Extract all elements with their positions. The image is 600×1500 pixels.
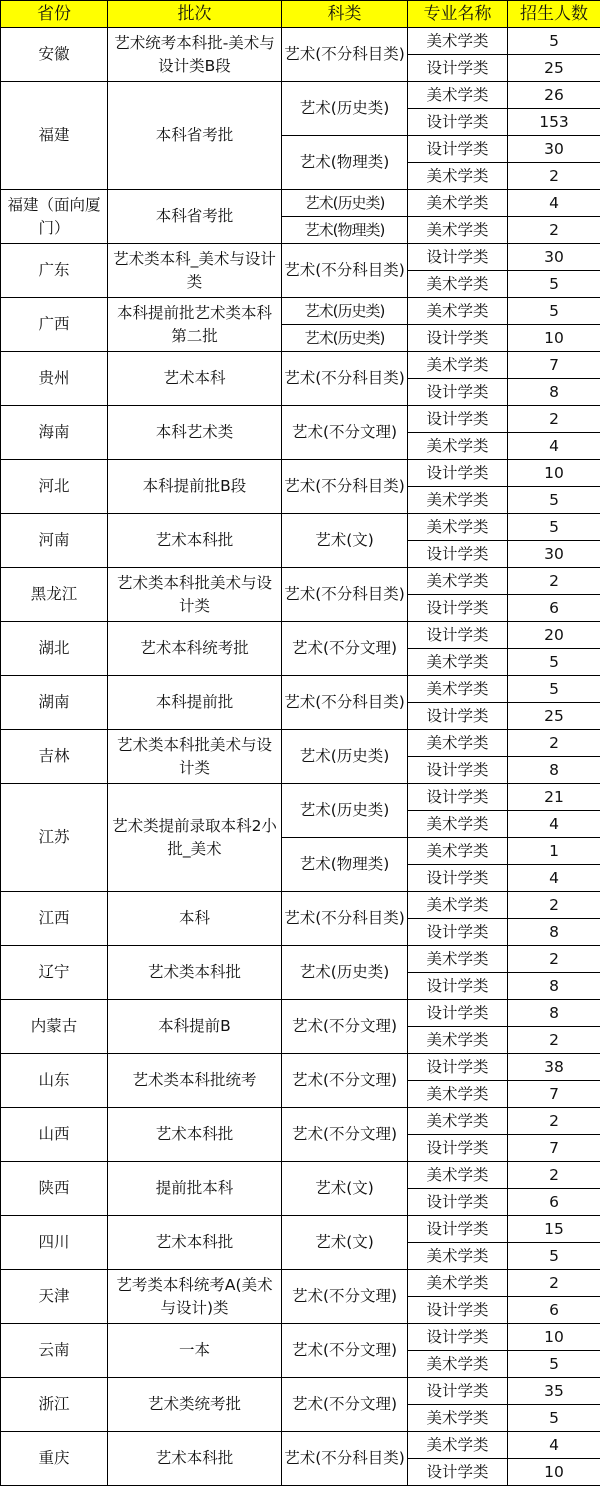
major-cell: 美术学类 bbox=[408, 514, 508, 541]
count-cell: 8 bbox=[508, 379, 600, 406]
province-cell: 江苏 bbox=[1, 784, 108, 892]
major-cell: 美术学类 bbox=[408, 1270, 508, 1297]
count-cell: 5 bbox=[508, 1351, 600, 1378]
category-cell: 艺术(历史类) bbox=[282, 190, 408, 217]
category-cell: 艺术(历史类) bbox=[282, 325, 408, 352]
count-cell: 8 bbox=[508, 973, 600, 1000]
batch-cell: 艺术本科批 bbox=[108, 1108, 282, 1162]
count-cell: 153 bbox=[508, 109, 600, 136]
province-cell: 贵州 bbox=[1, 352, 108, 406]
count-cell: 7 bbox=[508, 1135, 600, 1162]
batch-cell: 提前批本科 bbox=[108, 1162, 282, 1216]
count-cell: 2 bbox=[508, 568, 600, 595]
batch-cell: 艺术本科 bbox=[108, 352, 282, 406]
major-cell: 美术学类 bbox=[408, 676, 508, 703]
province-cell: 山东 bbox=[1, 1054, 108, 1108]
batch-cell: 艺术类本科批美术与设计类 bbox=[108, 568, 282, 622]
major-cell: 设计学类 bbox=[408, 379, 508, 406]
province-cell: 天津 bbox=[1, 1270, 108, 1324]
province-cell: 河南 bbox=[1, 514, 108, 568]
table-row bbox=[1, 298, 600, 325]
major-cell: 设计学类 bbox=[408, 55, 508, 82]
major-cell: 设计学类 bbox=[408, 460, 508, 487]
major-cell: 设计学类 bbox=[408, 109, 508, 136]
major-cell: 设计学类 bbox=[408, 325, 508, 352]
table-row bbox=[1, 244, 600, 271]
count-cell: 8 bbox=[508, 919, 600, 946]
batch-cell: 艺术统考本科批-美术与设计类B段 bbox=[108, 28, 282, 82]
count-cell: 6 bbox=[508, 1297, 600, 1324]
header-major: 专业名称 bbox=[408, 1, 508, 28]
category-cell: 艺术(不分科目类) bbox=[282, 676, 408, 730]
count-cell: 4 bbox=[508, 190, 600, 217]
count-cell: 7 bbox=[508, 1081, 600, 1108]
province-cell: 湖北 bbox=[1, 622, 108, 676]
count-cell: 2 bbox=[508, 946, 600, 973]
category-cell: 艺术(历史类) bbox=[282, 946, 408, 1000]
batch-cell: 艺术类本科批统考 bbox=[108, 1054, 282, 1108]
count-cell: 2 bbox=[508, 1270, 600, 1297]
major-cell: 美术学类 bbox=[408, 190, 508, 217]
header-category: 科类 bbox=[282, 1, 408, 28]
major-cell: 美术学类 bbox=[408, 487, 508, 514]
category-cell: 艺术(历史类) bbox=[282, 298, 408, 325]
major-cell: 美术学类 bbox=[408, 1243, 508, 1270]
table-row bbox=[1, 1162, 600, 1189]
count-cell: 2 bbox=[508, 163, 600, 190]
province-cell: 湖南 bbox=[1, 676, 108, 730]
category-cell: 艺术(历史类) bbox=[282, 730, 408, 784]
category-cell: 艺术(文) bbox=[282, 514, 408, 568]
province-cell: 广东 bbox=[1, 244, 108, 298]
batch-cell: 本科省考批 bbox=[108, 82, 282, 190]
count-cell: 5 bbox=[508, 1405, 600, 1432]
batch-cell: 本科提前批B段 bbox=[108, 460, 282, 514]
major-cell: 美术学类 bbox=[408, 163, 508, 190]
count-cell: 15 bbox=[508, 1216, 600, 1243]
major-cell: 美术学类 bbox=[408, 1351, 508, 1378]
count-cell: 26 bbox=[508, 82, 600, 109]
province-cell: 四川 bbox=[1, 1216, 108, 1270]
count-cell: 2 bbox=[508, 730, 600, 757]
table-row bbox=[1, 190, 600, 217]
major-cell: 美术学类 bbox=[408, 568, 508, 595]
province-cell: 福建 bbox=[1, 82, 108, 190]
batch-cell: 艺术类本科批美术与设计类 bbox=[108, 730, 282, 784]
header-province: 省份 bbox=[1, 1, 108, 28]
major-cell: 设计学类 bbox=[408, 541, 508, 568]
major-cell: 设计学类 bbox=[408, 919, 508, 946]
province-cell: 海南 bbox=[1, 406, 108, 460]
major-cell: 美术学类 bbox=[408, 1162, 508, 1189]
count-cell: 25 bbox=[508, 703, 600, 730]
batch-cell: 本科省考批 bbox=[108, 190, 282, 244]
table-row bbox=[1, 1270, 600, 1297]
count-cell: 30 bbox=[508, 541, 600, 568]
count-cell: 5 bbox=[508, 487, 600, 514]
count-cell: 7 bbox=[508, 352, 600, 379]
header-count: 招生人数 bbox=[508, 1, 600, 28]
batch-cell: 本科提前B bbox=[108, 1000, 282, 1054]
count-cell: 5 bbox=[508, 649, 600, 676]
major-cell: 美术学类 bbox=[408, 1432, 508, 1459]
count-cell: 2 bbox=[508, 1027, 600, 1054]
major-cell: 设计学类 bbox=[408, 784, 508, 811]
count-cell: 2 bbox=[508, 1108, 600, 1135]
province-cell: 河北 bbox=[1, 460, 108, 514]
province-cell: 辽宁 bbox=[1, 946, 108, 1000]
batch-cell: 艺术类统考批 bbox=[108, 1378, 282, 1432]
major-cell: 设计学类 bbox=[408, 1378, 508, 1405]
count-cell: 6 bbox=[508, 595, 600, 622]
category-cell: 艺术(不分科目类) bbox=[282, 460, 408, 514]
table-row bbox=[1, 1000, 600, 1027]
table-row bbox=[1, 352, 600, 379]
count-cell: 4 bbox=[508, 1432, 600, 1459]
category-cell: 艺术(不分文理) bbox=[282, 406, 408, 460]
major-cell: 设计学类 bbox=[408, 406, 508, 433]
batch-cell: 本科艺术类 bbox=[108, 406, 282, 460]
province-cell: 重庆 bbox=[1, 1432, 108, 1486]
category-cell: 艺术(不分文理) bbox=[282, 1270, 408, 1324]
table-row bbox=[1, 622, 600, 649]
count-cell: 30 bbox=[508, 244, 600, 271]
province-cell: 安徽 bbox=[1, 28, 108, 82]
province-cell: 陕西 bbox=[1, 1162, 108, 1216]
table-row bbox=[1, 82, 600, 109]
count-cell: 10 bbox=[508, 1324, 600, 1351]
count-cell: 30 bbox=[508, 136, 600, 163]
category-cell: 艺术(文) bbox=[282, 1162, 408, 1216]
province-cell: 吉林 bbox=[1, 730, 108, 784]
province-cell: 浙江 bbox=[1, 1378, 108, 1432]
province-cell: 江西 bbox=[1, 892, 108, 946]
major-cell: 美术学类 bbox=[408, 352, 508, 379]
count-cell: 4 bbox=[508, 811, 600, 838]
table-row bbox=[1, 1108, 600, 1135]
batch-cell: 艺术本科统考批 bbox=[108, 622, 282, 676]
count-cell: 10 bbox=[508, 325, 600, 352]
table-row bbox=[1, 1324, 600, 1351]
major-cell: 设计学类 bbox=[408, 1324, 508, 1351]
count-cell: 2 bbox=[508, 217, 600, 244]
table-row bbox=[1, 946, 600, 973]
category-cell: 艺术(不分文理) bbox=[282, 1054, 408, 1108]
major-cell: 设计学类 bbox=[408, 136, 508, 163]
count-cell: 5 bbox=[508, 271, 600, 298]
major-cell: 设计学类 bbox=[408, 973, 508, 1000]
table-row bbox=[1, 406, 600, 433]
major-cell: 设计学类 bbox=[408, 1459, 508, 1486]
count-cell: 5 bbox=[508, 514, 600, 541]
table-body bbox=[1, 28, 600, 1486]
category-cell: 艺术(不分科目类) bbox=[282, 1432, 408, 1486]
batch-cell: 艺术本科批 bbox=[108, 1216, 282, 1270]
major-cell: 美术学类 bbox=[408, 838, 508, 865]
count-cell: 4 bbox=[508, 865, 600, 892]
category-cell: 艺术(不分文理) bbox=[282, 1324, 408, 1378]
table-row bbox=[1, 1054, 600, 1081]
count-cell: 5 bbox=[508, 28, 600, 55]
batch-cell: 艺术本科批 bbox=[108, 514, 282, 568]
table-row bbox=[1, 514, 600, 541]
major-cell: 设计学类 bbox=[408, 703, 508, 730]
province-cell: 福建（面向厦门） bbox=[1, 190, 108, 244]
count-cell: 2 bbox=[508, 1162, 600, 1189]
major-cell: 美术学类 bbox=[408, 730, 508, 757]
major-cell: 设计学类 bbox=[408, 1135, 508, 1162]
major-cell: 设计学类 bbox=[408, 244, 508, 271]
table-row bbox=[1, 784, 600, 811]
major-cell: 设计学类 bbox=[408, 595, 508, 622]
count-cell: 20 bbox=[508, 622, 600, 649]
batch-cell: 一本 bbox=[108, 1324, 282, 1378]
category-cell: 艺术(不分文理) bbox=[282, 1000, 408, 1054]
count-cell: 10 bbox=[508, 460, 600, 487]
table-row bbox=[1, 676, 600, 703]
major-cell: 美术学类 bbox=[408, 811, 508, 838]
major-cell: 设计学类 bbox=[408, 1054, 508, 1081]
count-cell: 5 bbox=[508, 298, 600, 325]
count-cell: 21 bbox=[508, 784, 600, 811]
category-cell: 艺术(不分科目类) bbox=[282, 244, 408, 298]
major-cell: 美术学类 bbox=[408, 433, 508, 460]
major-cell: 美术学类 bbox=[408, 946, 508, 973]
table-row bbox=[1, 28, 600, 55]
category-cell: 艺术(不分科目类) bbox=[282, 28, 408, 82]
major-cell: 美术学类 bbox=[408, 1081, 508, 1108]
province-cell: 云南 bbox=[1, 1324, 108, 1378]
category-cell: 艺术(历史类) bbox=[282, 784, 408, 838]
batch-cell: 本科提前批艺术类本科第二批 bbox=[108, 298, 282, 352]
batch-cell: 艺术类本科批 bbox=[108, 946, 282, 1000]
header-row bbox=[1, 1, 600, 28]
major-cell: 美术学类 bbox=[408, 892, 508, 919]
count-cell: 25 bbox=[508, 55, 600, 82]
category-cell: 艺术(物理类) bbox=[282, 217, 408, 244]
batch-cell: 艺术类提前录取本科2小批_美术 bbox=[108, 784, 282, 892]
batch-cell: 艺考类本科统考A(美术与设计)类 bbox=[108, 1270, 282, 1324]
major-cell: 设计学类 bbox=[408, 1216, 508, 1243]
table-row bbox=[1, 892, 600, 919]
table-row bbox=[1, 1216, 600, 1243]
count-cell: 10 bbox=[508, 1459, 600, 1486]
count-cell: 5 bbox=[508, 1243, 600, 1270]
table-row bbox=[1, 1432, 600, 1459]
category-cell: 艺术(不分文理) bbox=[282, 1108, 408, 1162]
table-row bbox=[1, 460, 600, 487]
major-cell: 设计学类 bbox=[408, 865, 508, 892]
major-cell: 美术学类 bbox=[408, 649, 508, 676]
table-row bbox=[1, 730, 600, 757]
count-cell: 8 bbox=[508, 1000, 600, 1027]
category-cell: 艺术(不分科目类) bbox=[282, 568, 408, 622]
province-cell: 广西 bbox=[1, 298, 108, 352]
province-cell: 山西 bbox=[1, 1108, 108, 1162]
table-row bbox=[1, 1378, 600, 1405]
category-cell: 艺术(不分文理) bbox=[282, 1378, 408, 1432]
count-cell: 5 bbox=[508, 676, 600, 703]
category-cell: 艺术(不分科目类) bbox=[282, 352, 408, 406]
batch-cell: 艺术类本科_美术与设计类 bbox=[108, 244, 282, 298]
count-cell: 6 bbox=[508, 1189, 600, 1216]
major-cell: 美术学类 bbox=[408, 298, 508, 325]
major-cell: 美术学类 bbox=[408, 271, 508, 298]
major-cell: 美术学类 bbox=[408, 28, 508, 55]
major-cell: 美术学类 bbox=[408, 1027, 508, 1054]
major-cell: 设计学类 bbox=[408, 1000, 508, 1027]
major-cell: 设计学类 bbox=[408, 757, 508, 784]
major-cell: 美术学类 bbox=[408, 1405, 508, 1432]
major-cell: 设计学类 bbox=[408, 1297, 508, 1324]
count-cell: 2 bbox=[508, 892, 600, 919]
category-cell: 艺术(物理类) bbox=[282, 136, 408, 190]
count-cell: 1 bbox=[508, 838, 600, 865]
category-cell: 艺术(历史类) bbox=[282, 82, 408, 136]
batch-cell: 本科提前批 bbox=[108, 676, 282, 730]
batch-cell: 本科 bbox=[108, 892, 282, 946]
category-cell: 艺术(物理类) bbox=[282, 838, 408, 892]
category-cell: 艺术(文) bbox=[282, 1216, 408, 1270]
count-cell: 35 bbox=[508, 1378, 600, 1405]
category-cell: 艺术(不分文理) bbox=[282, 622, 408, 676]
major-cell: 美术学类 bbox=[408, 217, 508, 244]
province-cell: 黑龙江 bbox=[1, 568, 108, 622]
count-cell: 2 bbox=[508, 406, 600, 433]
batch-cell: 艺术本科批 bbox=[108, 1432, 282, 1486]
major-cell: 设计学类 bbox=[408, 622, 508, 649]
table-row bbox=[1, 568, 600, 595]
count-cell: 38 bbox=[508, 1054, 600, 1081]
major-cell: 美术学类 bbox=[408, 1108, 508, 1135]
major-cell: 美术学类 bbox=[408, 82, 508, 109]
header-batch: 批次 bbox=[108, 1, 282, 28]
province-cell: 内蒙古 bbox=[1, 1000, 108, 1054]
count-cell: 4 bbox=[508, 433, 600, 460]
count-cell: 8 bbox=[508, 757, 600, 784]
category-cell: 艺术(不分科目类) bbox=[282, 892, 408, 946]
major-cell: 设计学类 bbox=[408, 1189, 508, 1216]
